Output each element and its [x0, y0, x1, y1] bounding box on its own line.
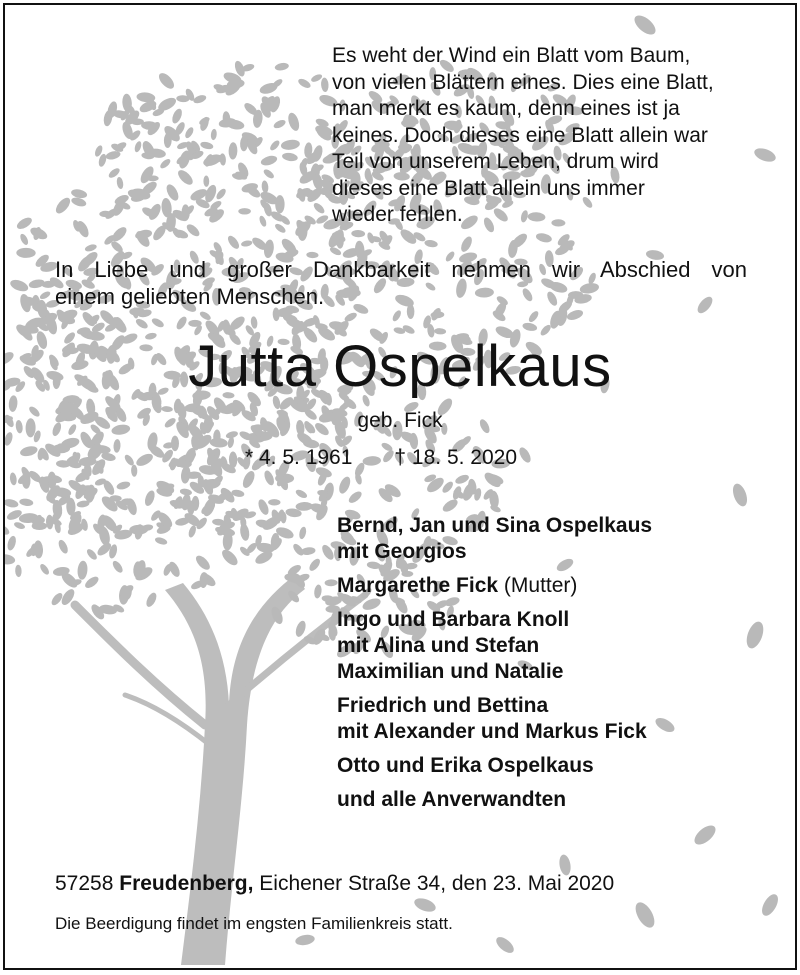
poem-line: wieder fehlen.	[332, 203, 463, 226]
mourner-group	[337, 787, 777, 813]
deceased-name: Jutta Ospelkaus	[188, 334, 612, 399]
street-date: Eichener Straße 34, den 23. Mai 2020	[259, 872, 615, 895]
mourner-line: mit Alina und Stefan	[337, 634, 540, 657]
maiden-name: geb. Fick	[357, 409, 443, 432]
mourner-group	[337, 753, 777, 779]
poem-line: man merkt es kaum, denn eines ist ja	[332, 97, 680, 120]
poem-line: dieses eine Blatt allein uns immer	[332, 176, 645, 200]
birth-date: * 4. 5. 1961	[245, 446, 353, 469]
life-dates	[245, 445, 517, 471]
mourner-line: Bernd, Jan und Sina Ospelkaus	[337, 514, 653, 537]
poem-line: keines. Doch dieses eine Blatt allein war	[332, 123, 708, 147]
mourner-group	[337, 573, 777, 599]
intro-line: In Liebe und großer Dankbarkeit nehmen wir Abschied von	[55, 257, 747, 282]
mourner-line: Friedrich und Bettina	[337, 694, 549, 717]
death-date: † 18. 5. 2020	[394, 446, 518, 469]
poem-line: von vielen Blättern eines. Dies eine Blatt,	[332, 70, 714, 94]
postcode: 57258	[55, 872, 114, 895]
city: Freudenberg,	[119, 872, 254, 895]
poem-line: Teil von unserem Leben, drum wird	[332, 150, 659, 173]
obituary-frame	[3, 3, 797, 970]
mourner-line: Margarethe Fick	[337, 574, 499, 597]
address-line	[55, 871, 614, 897]
intro-line: einem geliebten Menschen.	[55, 284, 325, 309]
poem	[332, 43, 772, 229]
mourners-list	[337, 513, 777, 821]
mourner-group	[337, 693, 777, 745]
mourner-line: mit Georgios	[337, 540, 467, 563]
mourner-line: mit Alexander und Markus Fick	[337, 720, 647, 743]
funeral-note: Die Beerdigung findet im engsten Familienkreis statt.	[55, 914, 453, 933]
mourner-line: Maximilian und Natalie	[337, 660, 564, 683]
intro-text	[55, 256, 747, 310]
mourner-group	[337, 607, 777, 685]
mourner-relation: (Mutter)	[503, 574, 578, 597]
mourner-line: Ingo und Barbara Knoll	[337, 608, 570, 631]
mourner-line: Otto und Erika Ospelkaus	[337, 754, 594, 777]
poem-line: Es weht der Wind ein Blatt vom Baum,	[332, 44, 691, 67]
mourner-group	[337, 513, 777, 565]
mourner-line: und alle Anverwandten	[337, 788, 567, 811]
